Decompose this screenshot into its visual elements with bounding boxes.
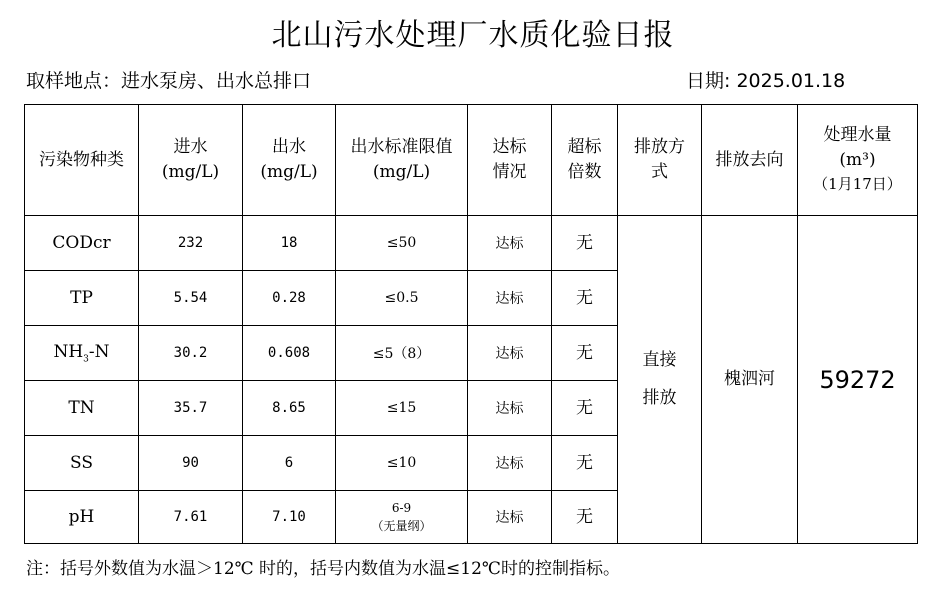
outflow-cell: 6 — [243, 436, 336, 491]
header-row — [25, 105, 918, 216]
exceed-cell: 无 — [552, 271, 618, 326]
outflow-cell: 0.608 — [243, 326, 336, 381]
limit-cell: 6-9 （无量纲） — [336, 491, 468, 544]
status-cell: 达标 — [468, 271, 552, 326]
outflow-cell: 0.28 — [243, 271, 336, 326]
status-cell: 达标 — [468, 436, 552, 491]
pollutant-cell: pH — [25, 491, 139, 544]
pollutant-cell: CODcr — [25, 216, 139, 271]
limit-cell: ≤15 — [336, 381, 468, 436]
footnote: 注：括号外数值为水温＞12℃ 时的，括号内数值为水温≤12℃时的控制指标。 — [26, 559, 620, 579]
outflow-cell: 7.10 — [243, 491, 336, 544]
exceed-cell: 无 — [552, 436, 618, 491]
header-limit: 出水标准限值 (mg/L) — [336, 105, 468, 216]
inflow-cell: 90 — [139, 436, 243, 491]
header-volume: 处理水量 (m³) （1月17日） — [798, 105, 918, 216]
limit-cell: ≤50 — [336, 216, 468, 271]
discharge-method: 直接 排放 — [618, 216, 702, 544]
header-destination: 排放去向 — [702, 105, 798, 216]
table-row — [25, 216, 918, 271]
exceed-cell: 无 — [552, 326, 618, 381]
header-inflow: 进水 (mg/L) — [139, 105, 243, 216]
status-cell: 达标 — [468, 381, 552, 436]
status-cell: 达标 — [468, 216, 552, 271]
inflow-cell: 5.54 — [139, 271, 243, 326]
inflow-cell: 30.2 — [139, 326, 243, 381]
inflow-cell: 7.61 — [139, 491, 243, 544]
status-cell: 达标 — [468, 491, 552, 544]
inflow-cell: 35.7 — [139, 381, 243, 436]
report-title: 北山污水处理厂水质化验日报 — [271, 18, 675, 53]
exceed-cell: 无 — [552, 381, 618, 436]
pollutant-cell: TN — [25, 381, 139, 436]
exceed-cell: 无 — [552, 491, 618, 544]
header-pollutant: 污染物种类 — [25, 105, 139, 216]
discharge-destination: 槐泗河 — [702, 216, 798, 544]
treated-volume: 59272 — [798, 216, 918, 544]
water-quality-table — [24, 104, 918, 544]
header-exceed: 超标 倍数 — [552, 105, 618, 216]
limit-cell: ≤5（8） — [336, 326, 468, 381]
outflow-cell: 18 — [243, 216, 336, 271]
header-outflow: 出水 (mg/L) — [243, 105, 336, 216]
status-cell: 达标 — [468, 326, 552, 381]
limit-cell: ≤10 — [336, 436, 468, 491]
limit-cell: ≤0.5 — [336, 271, 468, 326]
pollutant-cell: $NH_3-N$ — [25, 326, 139, 381]
outflow-cell: 8.65 — [243, 381, 336, 436]
header-status: 达标 情况 — [468, 105, 552, 216]
sampling-location: 取样地点：进水泵房、出水总排口 — [26, 70, 312, 92]
pollutant-cell: TP — [25, 271, 139, 326]
inflow-cell: 232 — [139, 216, 243, 271]
report-date: 日期: 2025.01.18 — [686, 70, 846, 92]
header-method: 排放方 式 — [618, 105, 702, 216]
pollutant-cell: SS — [25, 436, 139, 491]
exceed-cell: 无 — [552, 216, 618, 271]
